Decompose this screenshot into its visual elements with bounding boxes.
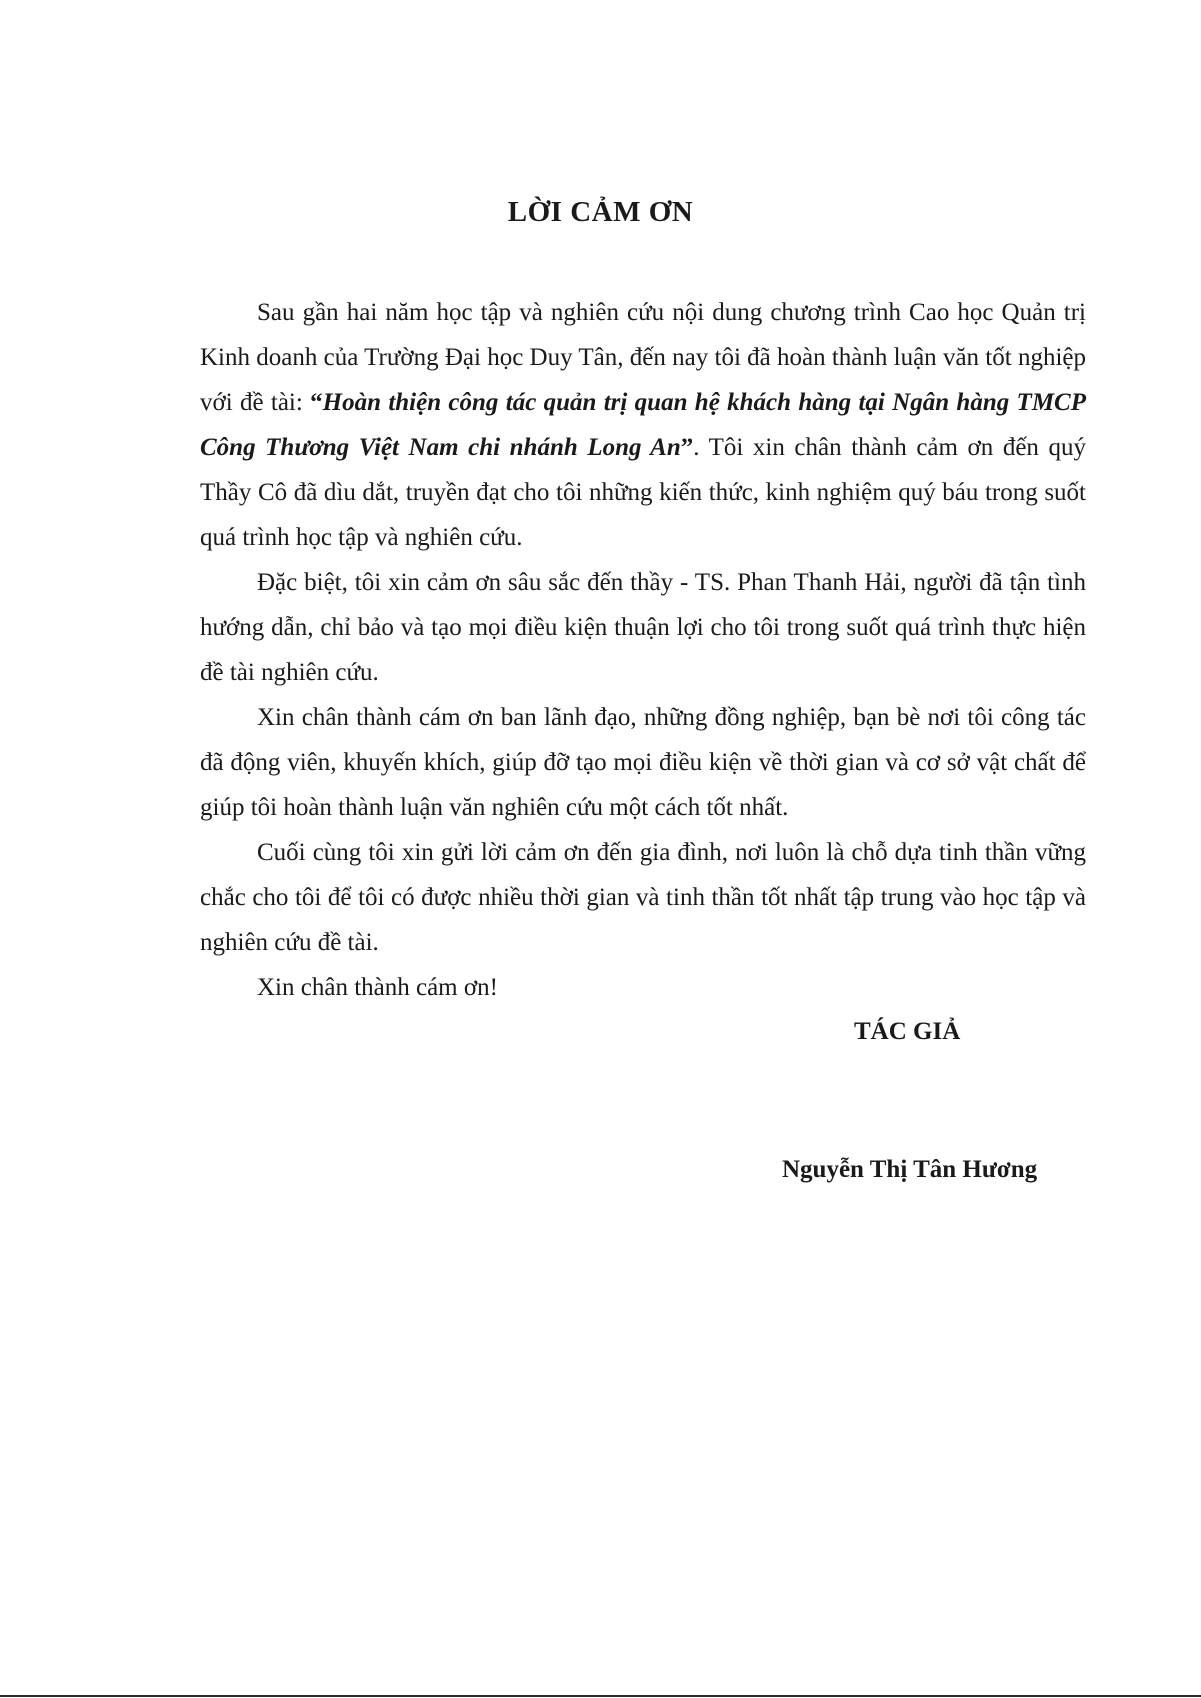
page-bottom-border	[0, 1695, 1201, 1697]
paragraph-intro-text: Sau gần hai năm học tập và nghiên cứu nội dung chương trình Cao học Quản trị Kinh doanh của Trường Đại học Duy Tân, đến nay tôi đã hoàn thành luận văn tốt nghiệp với đề tài:	[200, 299, 1086, 416]
paragraph-advisor-thanks: Đặc biệt, tôi xin cảm ơn sâu sắc đến thầy - TS. Phan Thanh Hải, người đã tận tình hướng dẫn, chỉ bảo và tạo mọi điều kiện thuận lợi cho tôi trong suốt quá trình thực hiện đề tài nghiên cứu.	[200, 569, 1086, 686]
acknowledgement-body	[200, 290, 1086, 1010]
paragraph-rest-text: . Tôi xin chân thành cảm ơn đến quý Thầy Cô đã dìu dắt, truyền đạt cho tôi những kiến thức, kinh nghiệm quý báu trong suốt quá trình học tập và nghiên cứu.	[200, 434, 1086, 551]
paragraph-family-thanks: Cuối cùng tôi xin gửi lời cảm ơn đến gia đình, nơi luôn là chỗ dựa tinh thần vững chắc cho tôi để tôi có được nhiều thời gian và tinh thần tốt nhất tập trung vào học tập và nghiên cứu đề tài.	[200, 839, 1086, 956]
close-quote: ”	[680, 434, 694, 461]
page-title: LỜI CẢM ƠN	[507, 196, 694, 228]
author-name: Nguyễn Thị Tân Hương	[782, 1156, 1038, 1183]
author-label: TÁC GIẢ	[854, 1018, 961, 1045]
paragraph-closing-thanks: Xin chân thành cám ơn!	[257, 974, 498, 1001]
thesis-title: Hoàn thiện công tác quản trị quan hệ khách hàng tại Ngân hàng TMCP Công Thương Việt Nam chi nhánh Long An	[200, 389, 1086, 461]
paragraph-study-completion	[200, 290, 1086, 560]
open-quote: “	[310, 389, 323, 416]
paragraph-colleagues-thanks: Xin chân thành cám ơn ban lãnh đạo, những đồng nghiệp, bạn bè nơi tôi công tác đã động viên, khuyến khích, giúp đỡ tạo mọi điều kiện về thời gian và cơ sở vật chất để giúp tôi hoàn thành luận văn nghiên cứu một cách tốt nhất.	[200, 704, 1086, 821]
